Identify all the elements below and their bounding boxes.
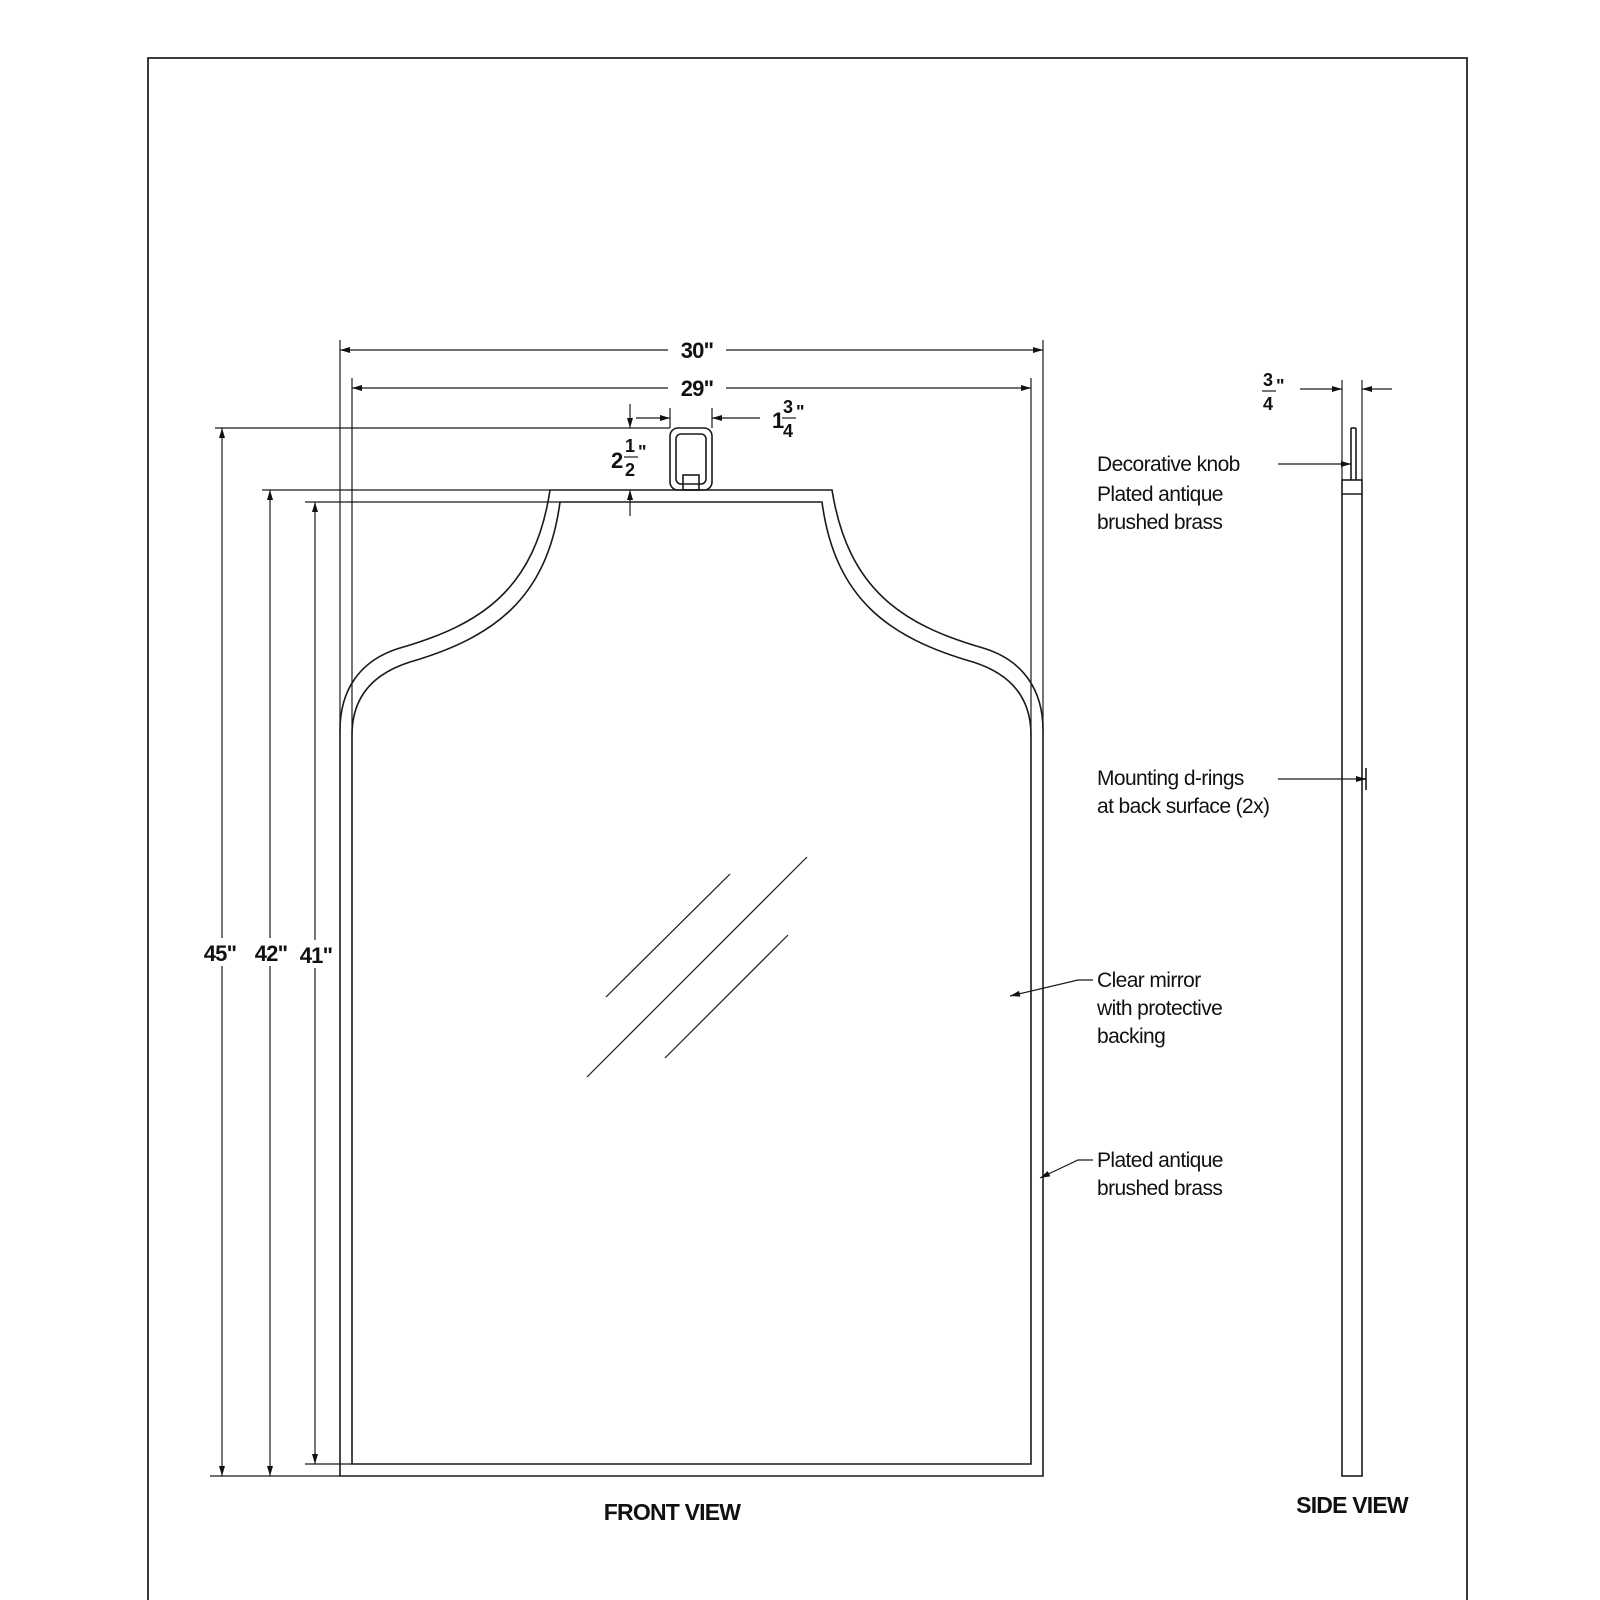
reflection-line [587,857,807,1077]
callout-d-rings [1097,767,1366,818]
dim-knob-height-whole: 2 [611,448,623,473]
side-profile [1342,480,1362,1476]
callout-knob-line: Decorative knob [1097,453,1240,476]
callout-frame [1040,1149,1223,1200]
dim-side-depth-num: 3 [1263,370,1274,390]
dim-knob-width-num: 3 [783,397,794,417]
dim-knob-height-den: 2 [625,460,636,480]
decorative-knob-inner [676,434,706,484]
callout-d-rings-line: at back surface (2x) [1097,795,1270,818]
dim-overall-height: 45" [203,941,237,966]
dim-knob-width-unit: " [796,402,805,422]
dimensions [200,336,1043,1476]
knob-stem [683,475,699,490]
callout-mirror-line: Clear mirror [1097,969,1201,992]
callout-mirror-line: backing [1097,1025,1166,1048]
mirror-frame-outer [340,490,1043,1476]
callout-frame-line: Plated antique [1097,1149,1223,1172]
dim-side-depth-unit: " [1276,376,1285,396]
callout-mirror [1010,969,1222,1048]
sheet-border [148,58,1467,1600]
callout-knob [1097,453,1351,534]
dim-inner-width: 29" [680,376,714,401]
callout-mirror-line: with protective [1097,997,1223,1020]
side-view-label: SIDE VIEW [1296,1492,1408,1518]
dim-knob-width-whole: 1 [772,408,784,433]
mirror-glass-outline [352,502,1031,1464]
callout-knob-line: Plated antique [1097,483,1223,506]
reflection-line [665,935,788,1058]
callout-d-rings-line: Mounting d-rings [1097,767,1244,790]
dim-knob-width-den: 4 [783,421,794,441]
dim-mirror-height: 41" [299,943,333,968]
reflection-line [606,874,730,997]
dim-outer-width: 30" [680,338,714,363]
dim-knob-height-num: 1 [625,436,636,456]
dim-side-depth-den: 4 [1263,394,1274,414]
front-view [340,428,1043,1476]
callout-knob-line: brushed brass [1097,511,1223,534]
dim-knob-height-unit: " [638,442,647,462]
front-view-label: FRONT VIEW [603,1499,741,1525]
side-view [1262,370,1392,1476]
callout-frame-line: brushed brass [1097,1177,1223,1200]
dim-frame-height: 42" [254,941,288,966]
